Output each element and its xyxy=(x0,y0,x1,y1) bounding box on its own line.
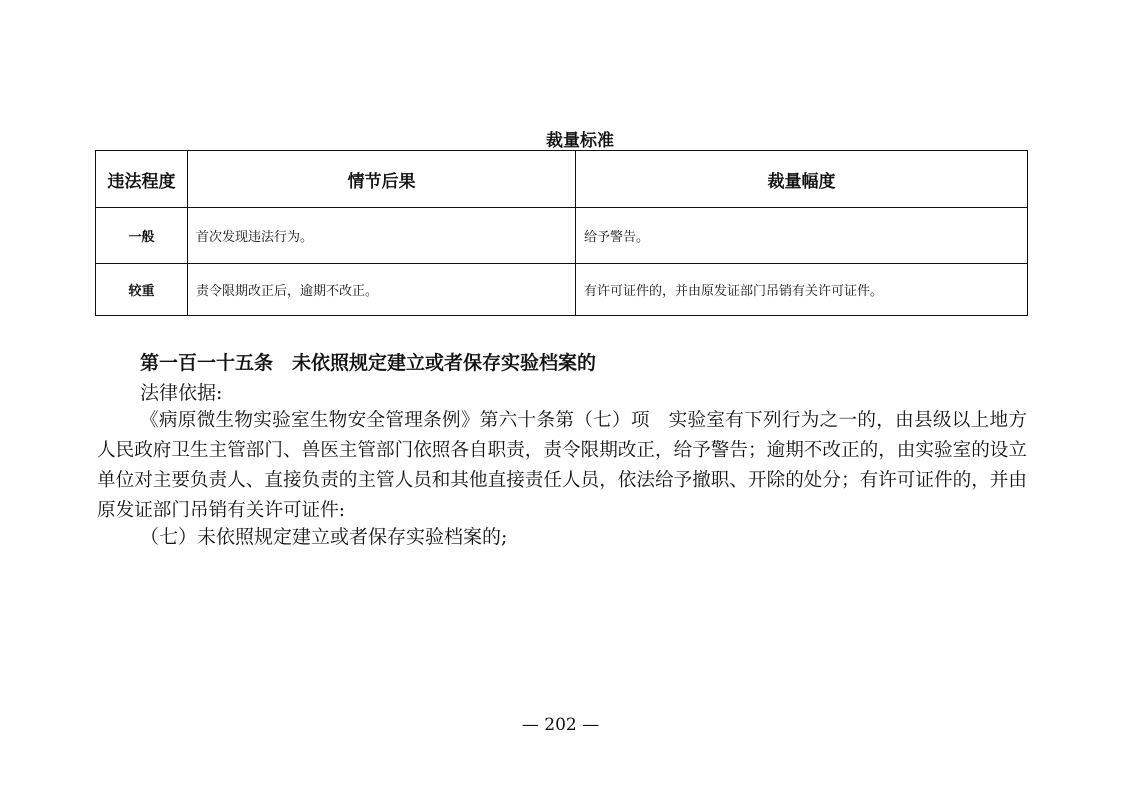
row-circumstance: 首次发现违法行为。 xyxy=(188,208,576,264)
article-title: 第一百一十五条 未依照规定建立或者保存实验档案的 xyxy=(140,352,597,374)
legal-item-text: （七）未依照规定建立或者保存实验档案的; xyxy=(140,526,508,548)
row-penalty-range: 给予警告。 xyxy=(576,208,1028,264)
header-violation-degree: 违法程度 xyxy=(96,151,188,208)
table-row xyxy=(96,264,1028,316)
row-level: 一般 xyxy=(96,208,188,264)
table-row xyxy=(96,208,1028,264)
row-penalty-range: 有许可证件的，并由原发证部门吊销有关许可证件。 xyxy=(576,264,1028,316)
page-number: — 202 — xyxy=(521,715,600,735)
table-header-row xyxy=(96,151,1028,208)
discretion-standard-table xyxy=(95,150,1028,316)
header-circumstance: 情节后果 xyxy=(188,151,576,208)
header-penalty-range: 裁量幅度 xyxy=(576,151,1028,208)
legal-basis-text: 《病原微生物实验室生物安全管理条例》第六十条第（七）项 实验室有下列行为之一的，由县级以上地方人民政府卫生主管部门、兽医主管部门依照各自职责，责令限期改正，给予警告；逾期不改正的，由实验室的设立单位对主要负责人、直接负责的主管人员和其他直接责任人员，依法给予撤职、开除的处分；有许可证件的，并由原发证部门吊销有关许可证件: xyxy=(97,410,1027,521)
row-level: 较重 xyxy=(96,264,188,316)
legal-basis-label: 法律依据: xyxy=(140,382,223,404)
row-circumstance: 责令限期改正后，逾期不改正。 xyxy=(188,264,576,316)
table-title: 裁量标准 xyxy=(546,131,614,151)
